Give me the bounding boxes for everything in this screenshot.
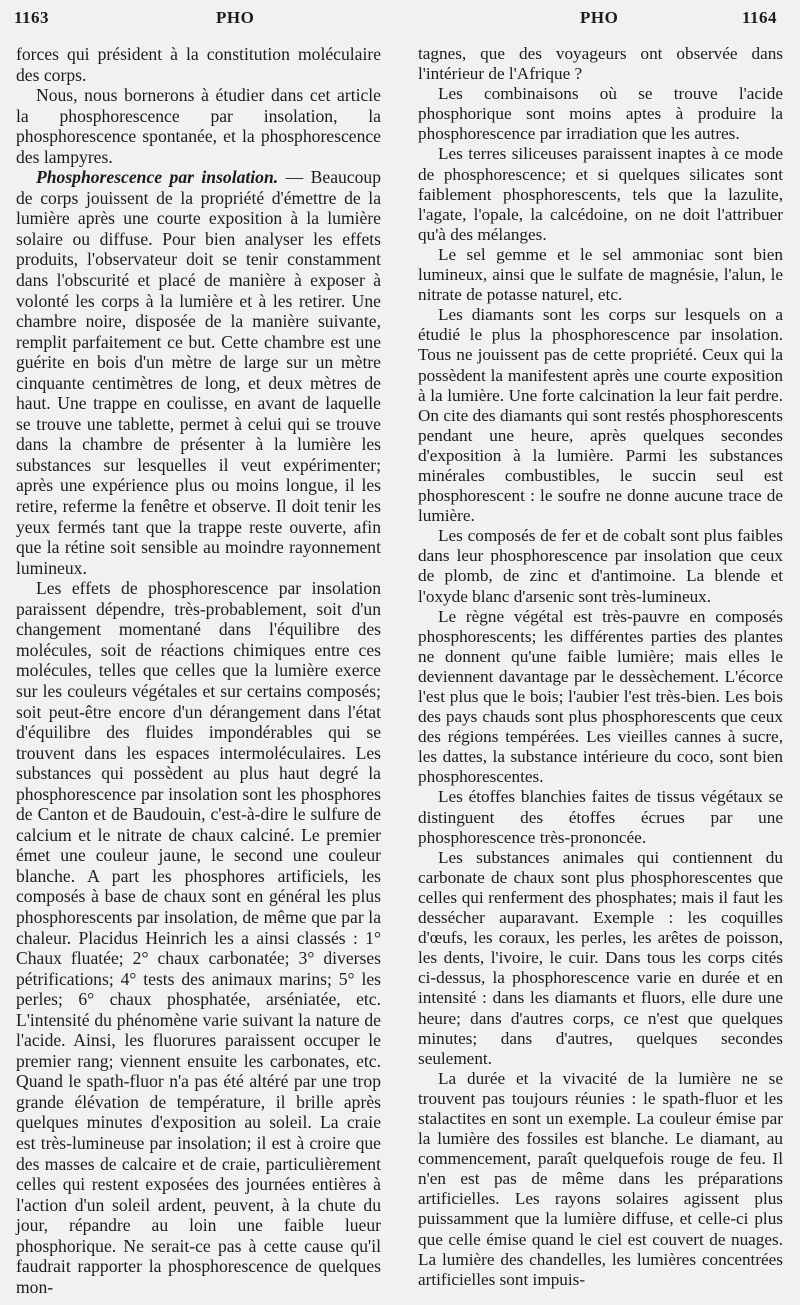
paragraph: La durée et la vivacité de la lumière ne se trouvent pas toujours réunies : le spath-fluor et les stalactites en sont un exemple. La couleur émise par la lumière des fossiles est blanche. Le diamant, au commencement, paraît quelquefois rouge de feu. Il n'en est pas de même dans les préparations artificielles. Les rayons solaires agissent plus puissamment que la lumière diffuse, et celle-ci plus que celle émise quand le ciel est couvert de nuages. La lumière des chandelles, les lumières concentrées artificielles sont impuis-	[418, 1068, 783, 1289]
paragraph: forces qui président à la constitution moléculaire des corps.	[16, 44, 381, 85]
paragraph: Les composés de fer et de cobalt sont plus faibles dans leur phosphorescence par insolation que ceux de plomb, de zinc et d'antimoine. La blende et l'oxyde blanc d'arsenic sont très-lumineux.	[418, 526, 783, 606]
paragraph-text: — Beaucoup de corps jouissent de la propriété d'émettre de la lumière après une courte exposition à la lumière solaire ou diffuse. Pour bien analyser les effets produits, l'observateur doit se tenir constamment dans l'obscurité et placé de manière à exposer à volonté les corps à la lumière et à les retirer. Une chambre noire, disposée de la manière suivante, remplit parfaitement ce but. Cette chambre est une guérite en bois d'un mètre de large sur un mètre cinquante centimètres de long, et deux mètres de haut. Une trappe en coulisse, en avant de laquelle se trouve une tablette, permet à celui qui se trouve dans la chambre de présenter à la lumière les substances sur lesquelles il veut expérimenter; après une expérience plus ou moins longue, il les retire, referme la fenêtre et observe. Il doit tenir les yeux fermés tant que la trappe reste ouverte, afin que la rétine soit sensible au moindre rayonnement lumineux.	[16, 167, 381, 578]
page-header	[0, 8, 800, 34]
paragraph: Le sel gemme et le sel ammoniac sont bien lumineux, ainsi que le sulfate de magnésie, l'alun, le nitrate de potasse naturel, etc.	[418, 244, 783, 305]
paragraph: tagnes, que des voyageurs ont observée dans l'intérieur de l'Afrique ?	[418, 44, 783, 84]
paragraph: Les effets de phosphorescence par insolation paraissent dépendre, très-probablement, soit d'un changement momentané dans l'équilibre des molécules, soit de réactions chimiques entre ces molécules, telles que celles que la lumière exerce sur les couleurs végétales et sur certains composés; soit peut-être encore d'un dérangement dans l'état d'équilibre des fluides impondérables qui se trouvent dans les espaces intermoléculaires. Les substances qui possèdent au plus haut degré la phosphorescence par insolation sont les phosphores de Canton et de Baudouin, c'est-à-dire le sulfure de calcium et le nitrate de chaux calciné. Le premier émet une couleur jaune, le second une couleur blanche. A part les phosphores artificiels, les composés à base de chaux sont en général les plus phosphorescents par insolation, de même que par la chaleur. Placidus Heinrich les a ainsi classés : 1° Chaux fluatée; 2° chaux carbonatée; 3° diverses pétrifications; 4° tests des animaux marins; 5° les perles; 6° chaux phosphatée, arséniatée, etc. L'intensité du phénomène varie suivant la nature de l'acide. Ainsi, les fluorures paraissent occuper le premier rang; viennent ensuite les carbonates, etc. Quand le spath-fluor n'a pas été altéré par une trop grande élévation de température, il brille après quelques minutes d'exposition au soleil. La craie est très-lumineuse par insolation; il est à croire que des masses de calcaire et de craie, particulièrement celles qui restent exposées des journées entières à l'action d'un soleil ardent, peuvent, à la chute du jour, répandre au loin une faible lueur phosphorique. Ne serait-ce pas à cette cause qu'il faudrait rapporter la phosphorescence de quelques mon-	[16, 578, 381, 1297]
paragraph: Nous, nous bornerons à étudier dans cet article la phosphorescence par insolation, la phosphorescence spontanée, et la phosphorescence des lampyres.	[16, 85, 381, 167]
right-page-number: 1164	[742, 8, 778, 27]
paragraph: Le règne végétal est très-pauvre en composés phosphorescents; les différentes parties des plantes ne donnent qu'une faible lumière; mais elles le deviennent davantage par le dessèchement. L'écorce l'est plus que le bois; l'aubier l'est très-bien. Les bois des pays chauds sont plus phosphorescents que ceux des régions tempérées. Les vieilles cannes à sucre, les dattes, la substance intérieure du coco, sont bien phosphorescentes.	[418, 606, 783, 787]
section-heading: Phosphorescence par insolation.	[36, 167, 279, 188]
paragraph: Les combinaisons où se trouve l'acide phosphorique sont moins aptes à produire la phosphorescence par irradiation que les autres.	[418, 84, 783, 144]
left-running-head: PHO	[216, 8, 255, 27]
paragraph: Les terres siliceuses paraissent inaptes à ce mode de phosphorescence; et si quelques silicates sont faiblement phosphorescents, tels que la lazulite, l'agate, l'opale, la calcédoine, on ne doit l'attribuer qu'à des mélanges.	[418, 144, 783, 244]
paragraph: Les substances animales qui contiennent du carbonate de chaux sont plus phosphorescentes que celles qui renferment des phosphates; mais il faut les dessécher auparavant. Exemple : les coquilles d'œufs, les coraux, les perles, les arêtes de poisson, les dents, l'ivoire, le cuir. Dans tous les corps cités ci-dessus, la phosphorescence varie en durée et en intensité : dans les diamants et fluors, elle dure une heure; dans d'autres corps, ce n'est que quelques minutes; dans d'autres, quelques secondes seulement.	[418, 847, 783, 1068]
left-page-number: 1163	[14, 8, 50, 27]
left-column	[16, 44, 381, 1297]
paragraph: Les diamants sont les corps sur lesquels on a étudié le plus la phosphorescence par insolation. Tous ne jouissent pas de cette propriété. Ceux qui la possèdent la manifestent après une courte exposition à la lumière. Une forte calcination la leur fait perdre. On cite des diamants qui sont restés phosphorescents pendant une heure, après quelques secondes d'exposition à la lumière. Parmi les substances minérales combustibles, le succin seul est phosphorescent : le soufre ne donne aucune trace de lumière.	[418, 305, 783, 526]
paragraph: Les étoffes blanchies faites de tissus végétaux se distinguent des étoffes écrues par une phosphorescence très-prononcée.	[418, 787, 783, 847]
right-running-head: PHO	[580, 8, 619, 27]
right-column	[418, 44, 783, 1290]
paragraph-with-heading	[16, 167, 381, 578]
